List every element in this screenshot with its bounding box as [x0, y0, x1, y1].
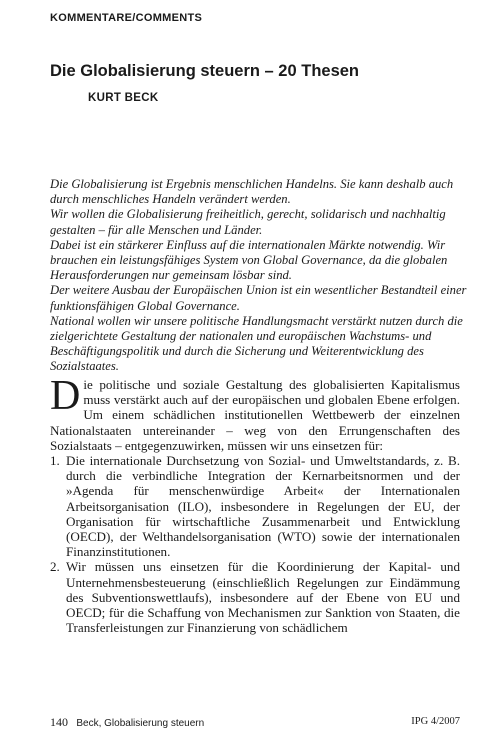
- thesis-text: Die internationale Durchsetzung von Sozial- und Umweltstandards, z. B. durch die verbindliche Integration der Kernarbeitsnormen und der »Agenda für menschenwürdige Arbeit« der Internationalen Arbeitsorganisation (ILO), insbesondere in Regelungen der EU, der Organisation für wirtschaftliche Zusammenarbeit und Entwicklung (OECD), der Welthandelsorganisation (WTO) sowie der internationalen Finanzinstitutionen.: [66, 453, 460, 560]
- thesis-number: 2.: [50, 559, 60, 575]
- thesis-text: Wir müssen uns einsetzen für die Koordinierung der Kapital- und Unternehmensbesteuerung (einschließlich Regelungen zur Eindämmung des Subventionswettlaufs), insbesondere auf der Ebene von EU und OECD; für die Schaffung von Mechanismen zur Sanktion von Staaten, die Transferleistungen zur Finanzierung von schädlichem: [66, 559, 460, 636]
- abstract-paragraph: National wollen wir unsere politische Handlungsmacht verstärkt nutzen durch die zielgerichtete Gestaltung der nationalen und europäischen Wachstums- und Beschäftigungspolitik und durch die Sicherung und Weiterentwicklung des Sozialstaates.: [50, 313, 463, 374]
- thesis-number: 1.: [50, 453, 60, 469]
- thesis-item: [50, 559, 460, 635]
- theses-list: [50, 453, 460, 635]
- abstract: [50, 177, 470, 375]
- drop-cap: D: [50, 373, 81, 419]
- thesis-item: [50, 453, 460, 559]
- running-title: Beck, Globalisierung steuern: [76, 718, 205, 729]
- abstract-paragraph: Der weitere Ausbau der Europäischen Union ist ein wesentlicher Bestandteil einer funktionsfähigen Global Governance.: [50, 283, 467, 313]
- abstract-paragraph: Wir wollen die Globalisierung freiheitlich, gerecht, solidarisch und nachhaltig gestalten – für alle Menschen und Länder.: [50, 207, 446, 237]
- intro-paragraph: [50, 373, 460, 453]
- abstract-paragraph: Die Globalisierung ist Ergebnis menschlichen Handelns. Sie kann deshalb auch durch menschliches Handeln verändert werden.: [50, 177, 454, 207]
- abstract-paragraph: Dabei ist ein stärkerer Einfluss auf die internationalen Märkte notwendig. Wir brauchen ein leistungsfähiges System von Global Governance, da die globalen Herausforderungen nur gemeinsam lösbar sind.: [50, 237, 448, 283]
- article-body: [50, 373, 460, 636]
- page-number: 140: [50, 715, 68, 729]
- intro-text: ie politische und soziale Gestaltung des globalisierten Kapitalismus muss verstärkt auch auf der europäischen und globalen Ebene erfolgen. Um einem schädlichen institutionellen Wettbewerb der einzelnen Nationalstaaten untereinander – weg von den Errungenschaften des Sozialstaats – entgegenzuwirken, müssen wir uns einsetzen für:: [50, 377, 460, 453]
- journal-issue: IPG 4/2007: [411, 716, 460, 727]
- section-label: KOMMENTARE/COMMENTS: [50, 12, 203, 24]
- article-author: KURT BECK: [88, 92, 159, 104]
- page-footer: [50, 715, 460, 730]
- article-title: Die Globalisierung steuern – 20 Thesen: [50, 62, 360, 80]
